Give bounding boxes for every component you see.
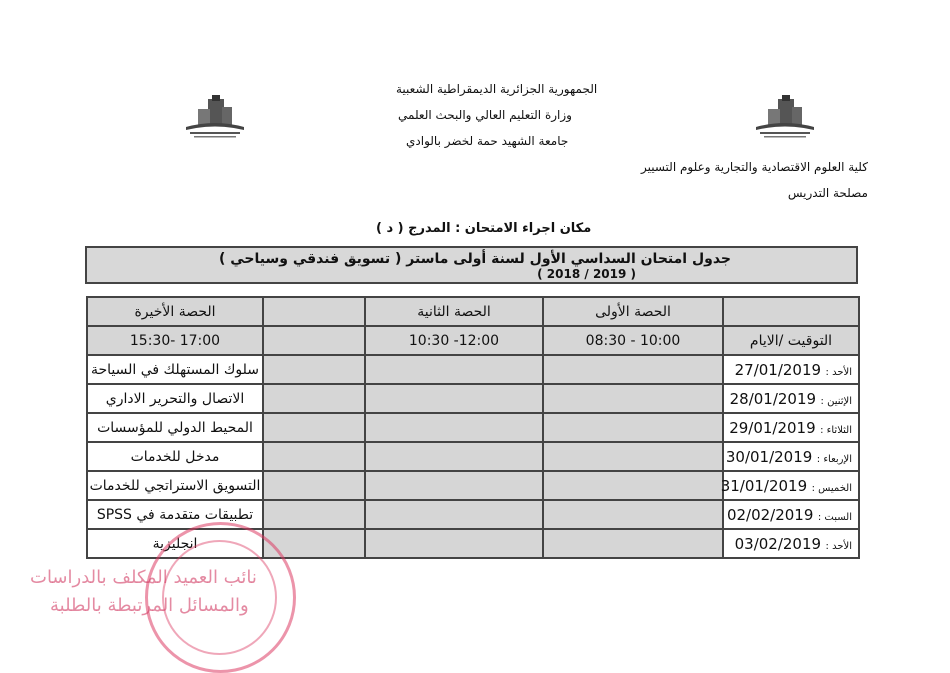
subject-cell: الاتصال والتحرير الاداري <box>87 384 263 413</box>
session-last-time: 15:30- 17:00 <box>87 326 263 355</box>
university-logo-left <box>180 93 250 139</box>
subject-cell: سلوك المستهلك في السياحة <box>87 355 263 384</box>
empty-cell <box>263 471 365 500</box>
empty-cell <box>365 413 543 442</box>
empty-cell <box>543 529 723 558</box>
schedule-title: جدول امتحان السداسي الأول لسنة أولى ماستر ( تسويق فندقي وسياحي ) <box>218 251 731 267</box>
department-name: مصلحة التدريس <box>787 186 868 200</box>
day-cell <box>720 471 859 500</box>
day-name: الإربعاء : <box>816 453 852 465</box>
subject-cell: انجليزية <box>87 529 263 558</box>
empty-cell <box>263 500 365 529</box>
empty-cell <box>365 500 543 529</box>
stamp-line2: والمسائل المرتبطة بالطلبة <box>50 595 249 616</box>
subject-cell: مدخل للخدمات <box>87 442 263 471</box>
day-name: الخميس : <box>811 482 852 494</box>
day-date: 31/01/2019 <box>720 476 808 495</box>
empty-cell <box>365 384 543 413</box>
day-cell <box>723 384 859 413</box>
empty-cell <box>263 413 365 442</box>
day-cell <box>723 355 859 384</box>
subject-cell: التسويق الاستراتجي للخدمات <box>87 471 263 500</box>
session-second-label: الحصة الثانية <box>365 297 543 326</box>
republic-title: الجمهورية الجزائرية الديمقراطية الشعبية <box>396 82 598 96</box>
empty-cell <box>543 442 723 471</box>
empty-cell <box>263 384 365 413</box>
ministry-title: وزارة التعليم العالي والبحث العلمي <box>398 108 572 122</box>
table-row <box>87 355 859 384</box>
empty-cell <box>365 471 543 500</box>
empty-cell <box>263 355 365 384</box>
empty-cell <box>543 384 723 413</box>
schedule-title-box <box>85 246 858 284</box>
subject-cell: تطبيقات متقدمة في SPSS <box>87 500 263 529</box>
session-first-label: الحصة الأولى <box>543 297 723 326</box>
day-name: السبت : <box>817 511 852 523</box>
table-time-row <box>87 326 859 355</box>
empty-cell <box>365 355 543 384</box>
day-name: الأحد : <box>825 540 852 552</box>
empty-cell <box>543 413 723 442</box>
day-cell <box>723 529 859 558</box>
exam-schedule-table <box>86 296 860 559</box>
table-header-row <box>87 297 859 326</box>
day-date: 29/01/2019 <box>729 418 816 437</box>
university-logo-right <box>750 93 820 139</box>
day-date: 02/02/2019 <box>726 505 814 524</box>
exam-location: مكان اجراء الامتحان : المدرج ( د ) <box>376 221 592 236</box>
day-date: 28/01/2019 <box>729 389 817 408</box>
session-second-time: 10:30 -12:00 <box>365 326 543 355</box>
empty-cell <box>543 500 723 529</box>
day-date: 30/01/2019 <box>725 447 813 466</box>
day-date: 27/01/2019 <box>734 360 822 379</box>
session-first-time: 08:30 - 10:00 <box>543 326 723 355</box>
day-name: الثلاثاء : <box>820 424 852 436</box>
faculty-name: كلية العلوم الاقتصادية والتجارية وعلوم التسيير <box>640 160 868 174</box>
stamp-line1: نائب العميد المكلف بالدراسات <box>30 567 257 588</box>
table-row <box>87 413 859 442</box>
empty-cell <box>365 529 543 558</box>
empty-cell <box>543 355 723 384</box>
day-date: 03/02/2019 <box>734 534 822 553</box>
empty-cell <box>365 442 543 471</box>
session-last-label: الحصة الأخيرة <box>87 297 263 326</box>
university-title: جامعة الشهيد حمة لخضر بالوادي <box>406 134 569 148</box>
session-empty-label <box>263 297 365 326</box>
session-empty-time <box>263 326 365 355</box>
schedule-year: ( 2018 / 2019 ) <box>537 267 636 281</box>
corner-label: التوقيت /الايام <box>723 326 859 355</box>
table-row <box>87 384 859 413</box>
day-cell <box>723 413 859 442</box>
day-cell <box>723 442 859 471</box>
subject-cell: المحيط الدولي للمؤسسات <box>87 413 263 442</box>
day-name: الأحد : <box>825 366 852 378</box>
empty-cell <box>263 442 365 471</box>
day-name: الإثنين : <box>820 395 852 407</box>
empty-cell <box>543 471 723 500</box>
corner-top-cell <box>723 297 859 326</box>
table-row <box>87 442 859 471</box>
day-cell <box>723 500 859 529</box>
table-row <box>87 471 859 500</box>
